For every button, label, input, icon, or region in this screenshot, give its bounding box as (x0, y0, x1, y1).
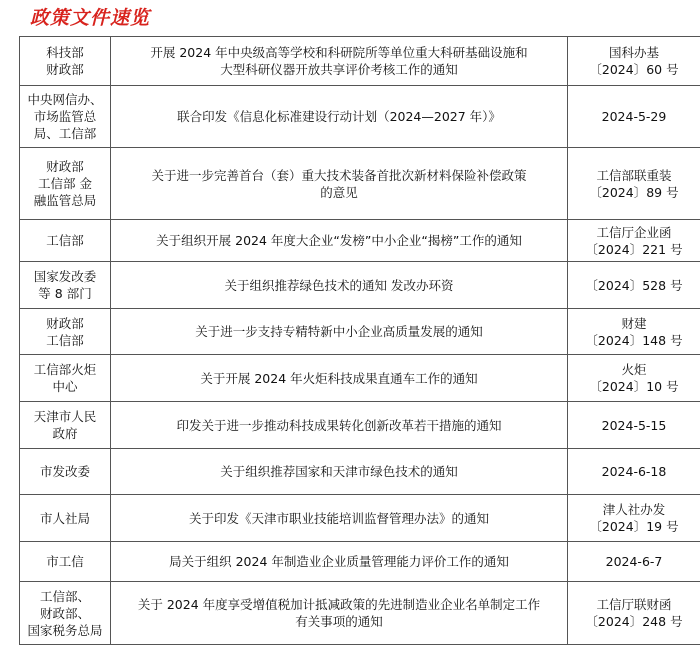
document-title-line: 联合印发《信息化标准建设行动计划（2024—2027 年）》 (177, 109, 501, 124)
document-number-cell (568, 449, 700, 495)
document-number-line: 津人社办发 (602, 502, 666, 517)
department-line: 市人社局 (39, 510, 90, 526)
table-row (20, 37, 700, 86)
document-number-cell (568, 309, 700, 355)
table-row (20, 582, 700, 645)
department-cell (20, 309, 111, 355)
department-cell (20, 542, 111, 582)
document-number-line: 国科办基 (608, 45, 659, 60)
department-cell (20, 582, 111, 645)
document-title-line: 关于开展 2024 年火炬科技成果直通车工作的通知 (200, 370, 478, 386)
document-title-line: 关于组织推荐绿色技术的通知 发改办环资 (224, 277, 454, 293)
document-number-line: 〔2024〕221 号 (585, 241, 683, 257)
department-line: 财政部、 (39, 605, 90, 621)
department-line: 工信部火炬 (33, 362, 97, 377)
document-number-cell (568, 402, 700, 449)
document-title-cell (111, 495, 568, 542)
document-number-cell (568, 355, 700, 402)
department-cell (20, 402, 111, 449)
document-number-cell (568, 582, 700, 645)
document-title-cell (111, 148, 568, 220)
department-cell (20, 262, 111, 309)
document-title-cell (111, 220, 568, 262)
table-row (20, 309, 700, 355)
department-cell (20, 355, 111, 402)
document-number-cell (568, 86, 700, 148)
department-line: 市发改委 (39, 464, 90, 479)
document-title-cell (111, 542, 568, 582)
document-number-line: 〔2024〕89 号 (589, 184, 679, 200)
department-cell (20, 148, 111, 220)
document-title-line: 开展 2024 年中央级高等学校和科研院所等单位重大科研基础设施和 (150, 45, 528, 60)
department-line: 市场监管总 (33, 109, 97, 124)
department-line: 工信部 (46, 332, 84, 348)
department-line: 工信部 金 (38, 176, 92, 191)
policy-table (19, 36, 700, 645)
department-cell (20, 449, 111, 495)
department-line: 等 8 部门 (38, 286, 92, 301)
department-line: 局、工信部 (33, 126, 97, 141)
department-line: 融监管总局 (33, 193, 97, 208)
document-number-line: 2024-6-7 (605, 554, 663, 569)
department-line: 国家发改委 (33, 269, 97, 284)
department-line: 财政部 (46, 315, 84, 331)
department-line: 中心 (52, 379, 78, 394)
department-cell (20, 86, 111, 148)
table-row (20, 86, 700, 148)
department-cell (20, 495, 111, 542)
document-title-cell (111, 37, 568, 86)
department-line: 科技部 (46, 45, 84, 60)
document-title-cell (111, 309, 568, 355)
table-row (20, 220, 700, 262)
department-line: 财政部 (46, 62, 84, 77)
department-line: 国家税务总局 (27, 622, 103, 638)
document-title-cell (111, 86, 568, 148)
document-title-line: 关于 2024 年度享受增值税加计抵减政策的先进制造业企业名单制定工作 (137, 597, 541, 612)
document-title-cell (111, 582, 568, 645)
document-title-line: 局关于组织 2024 年制造业企业质量管理能力评价工作的通知 (169, 554, 509, 569)
document-number-line: 〔2024〕248 号 (585, 614, 683, 629)
table-row (20, 148, 700, 220)
document-number-line: 〔2024〕528 号 (585, 277, 683, 293)
document-title-line: 大型科研仪器开放共享评价考核工作的通知 (220, 62, 458, 77)
document-number-line: 2024-5-29 (601, 109, 667, 124)
document-number-cell (568, 495, 700, 542)
department-line: 政府 (52, 426, 78, 441)
document-number-line: 〔2024〕60 号 (589, 62, 679, 77)
document-title-cell (111, 449, 568, 495)
document-title-cell (111, 402, 568, 449)
table-row (20, 449, 700, 495)
page-title: 政策文件速览 (30, 7, 151, 29)
document-number-line: 〔2024〕19 号 (589, 519, 679, 534)
department-line: 工信部、 (39, 588, 90, 604)
document-title-cell (111, 355, 568, 402)
document-title-line: 关于组织开展 2024 年度大企业“发榜”中小企业“揭榜”工作的通知 (156, 233, 522, 248)
document-number-cell (568, 37, 700, 86)
document-title-line: 关于进一步支持专精特新中小企业高质量发展的通知 (195, 324, 483, 339)
document-number-line: 〔2024〕148 号 (585, 332, 683, 348)
table-row (20, 542, 700, 582)
department-line: 天津市人民 (33, 409, 97, 424)
document-number-line: 2024-6-18 (601, 464, 667, 479)
department-line: 中央网信办、 (27, 92, 103, 107)
document-number-cell (568, 220, 700, 262)
table-row (20, 355, 700, 402)
department-cell (20, 37, 111, 86)
table-row (20, 402, 700, 449)
document-number-line: 财建 (621, 315, 647, 331)
document-title-line: 的意见 (320, 184, 358, 200)
table-row (20, 262, 700, 309)
document-title-line: 关于印发《天津市职业技能培训监督管理办法》的通知 (188, 510, 489, 526)
department-line: 财政部 (46, 159, 84, 174)
document-number-line: 工信部联重装 (596, 167, 672, 183)
document-title-line: 关于组织推荐国家和天津市绿色技术的通知 (220, 464, 458, 479)
department-cell (20, 220, 111, 262)
document-title-line: 有关事项的通知 (295, 614, 383, 629)
document-number-line: 工信厅联财函 (596, 597, 672, 612)
document-number-line: 火炬 (621, 362, 647, 377)
document-number-cell (568, 262, 700, 309)
department-line: 工信部 (46, 233, 84, 248)
document-number-cell (568, 542, 700, 582)
department-line: 市工信 (46, 554, 84, 569)
document-title-cell (111, 262, 568, 309)
table-row (20, 495, 700, 542)
document-number-line: 2024-5-15 (601, 417, 667, 433)
document-title-line: 印发关于进一步推动科技成果转化创新改革若干措施的通知 (176, 417, 502, 433)
document-number-line: 〔2024〕10 号 (589, 379, 679, 394)
document-title-line: 关于进一步完善首台（套）重大技术装备首批次新材料保险补偿政策 (151, 167, 527, 183)
document-number-line: 工信厅企业函 (596, 224, 672, 240)
document-number-cell (568, 148, 700, 220)
